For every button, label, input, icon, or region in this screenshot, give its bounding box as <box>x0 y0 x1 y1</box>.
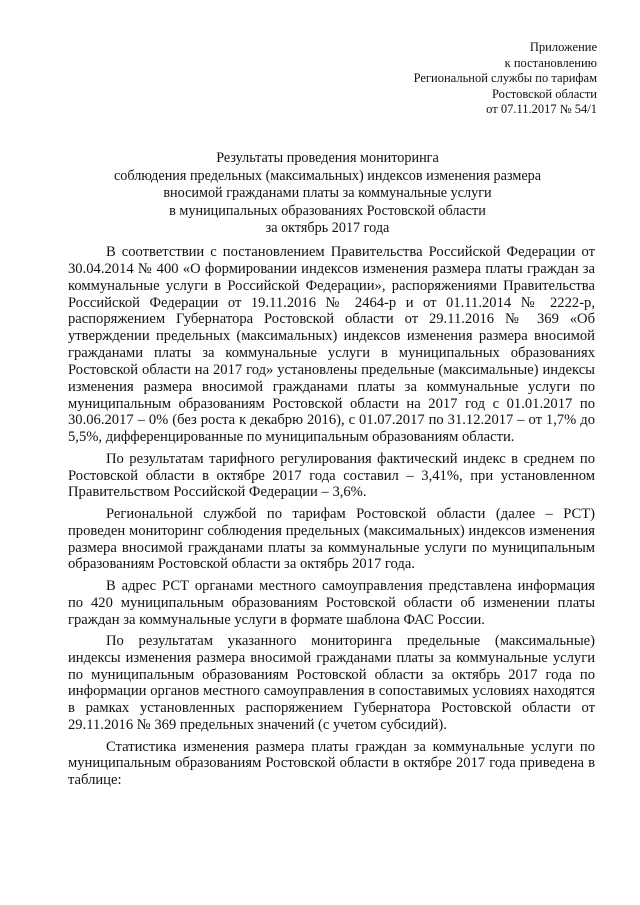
paragraph: Региональной службой по тарифам Ростовской области (далее – РСТ) проведен мониторинг соблюдения предельных (максимальных) индексов изменения размера вносимой гражданами платы за коммунальные услуги по муниципальным образованиям Ростовской области за октябрь 2017 года. <box>68 505 595 573</box>
appendix-line: Ростовской области <box>492 86 597 101</box>
paragraph: Статистика изменения размера платы граждан за коммунальные услуги по муниципальным образованиям Ростовской области в октябре 2017 года приведена в таблице: <box>68 738 595 789</box>
document-body <box>68 244 595 794</box>
title-line: Результаты проведения мониторинга <box>216 150 439 166</box>
appendix-line: к постановлению <box>504 55 597 70</box>
title-line: соблюдения предельных (максимальных) индексов изменения размера <box>113 167 542 184</box>
paragraph: По результатам тарифного регулирования фактический индекс в среднем по Ростовской области в октябре 2017 года составил – 3,41%, при установленном Правительством Российской Федерации – 3,6%. <box>68 450 595 501</box>
title-line: за октябрь 2017 года <box>265 220 390 237</box>
appendix-date-line: от 07.11.2017 № 54/1 <box>486 102 597 117</box>
paragraph: В адрес РСТ органами местного самоуправления представлена информация по 420 муниципальным образованиям Ростовской области об изменении платы граждан за коммунальные услуги в формате шаблона ФАС России. <box>68 577 595 628</box>
document-title <box>60 150 595 238</box>
appendix-header <box>414 40 597 118</box>
title-line: в муниципальных образованиях Ростовской области <box>169 202 486 219</box>
appendix-line: Приложение <box>529 40 597 54</box>
paragraph: По результатам указанного мониторинга предельные (максимальные) индексы изменения размера вносимой гражданами платы за коммунальные услуги по муниципальным образованиям Ростовской области за октябрь 2017 года по информации органов местного самоуправления в сопоставимых условиях находятся в рамках установленных распоряжением Губернатора Ростовской области от 29.11.2016 № 369 предельных значений (с учетом субсидий). <box>68 632 595 734</box>
title-line: вносимой гражданами платы за коммунальные услуги <box>163 185 492 202</box>
appendix-line: Региональной службы по тарифам <box>413 71 597 86</box>
paragraph: В соответствии с постановлением Правительства Российской Федерации от 30.04.2014 № 400 «О формировании индексов изменения размера платы граждан за коммунальные услуги в Российской Федерации», распоряжениями Правительства Российской Федерации от 19.11.2016 № 2464-р и от 01.11.2014 № 2222-р, распоряжением Губернатора Ростовской области от 29.11.2016 № 369 «Об утверждении предельных (максимальных) индексов изменения размера вносимой гражданами платы за коммунальные услуги в муниципальных образованиях Ростовской области на 2017 год» установлены предельные (максимальные) индексы изменения размера вносимой гражданами платы за коммунальные услуги по муниципальным образованиям Ростовской области на 2017 год с 01.01.2017 по 30.06.2017 – 0% (без роста к декабрю 2016), с 01.07.2017 по 31.12.2017 – от 1,7% до 5,5%, дифференцированные по муниципальным образованиям области. <box>68 244 595 446</box>
